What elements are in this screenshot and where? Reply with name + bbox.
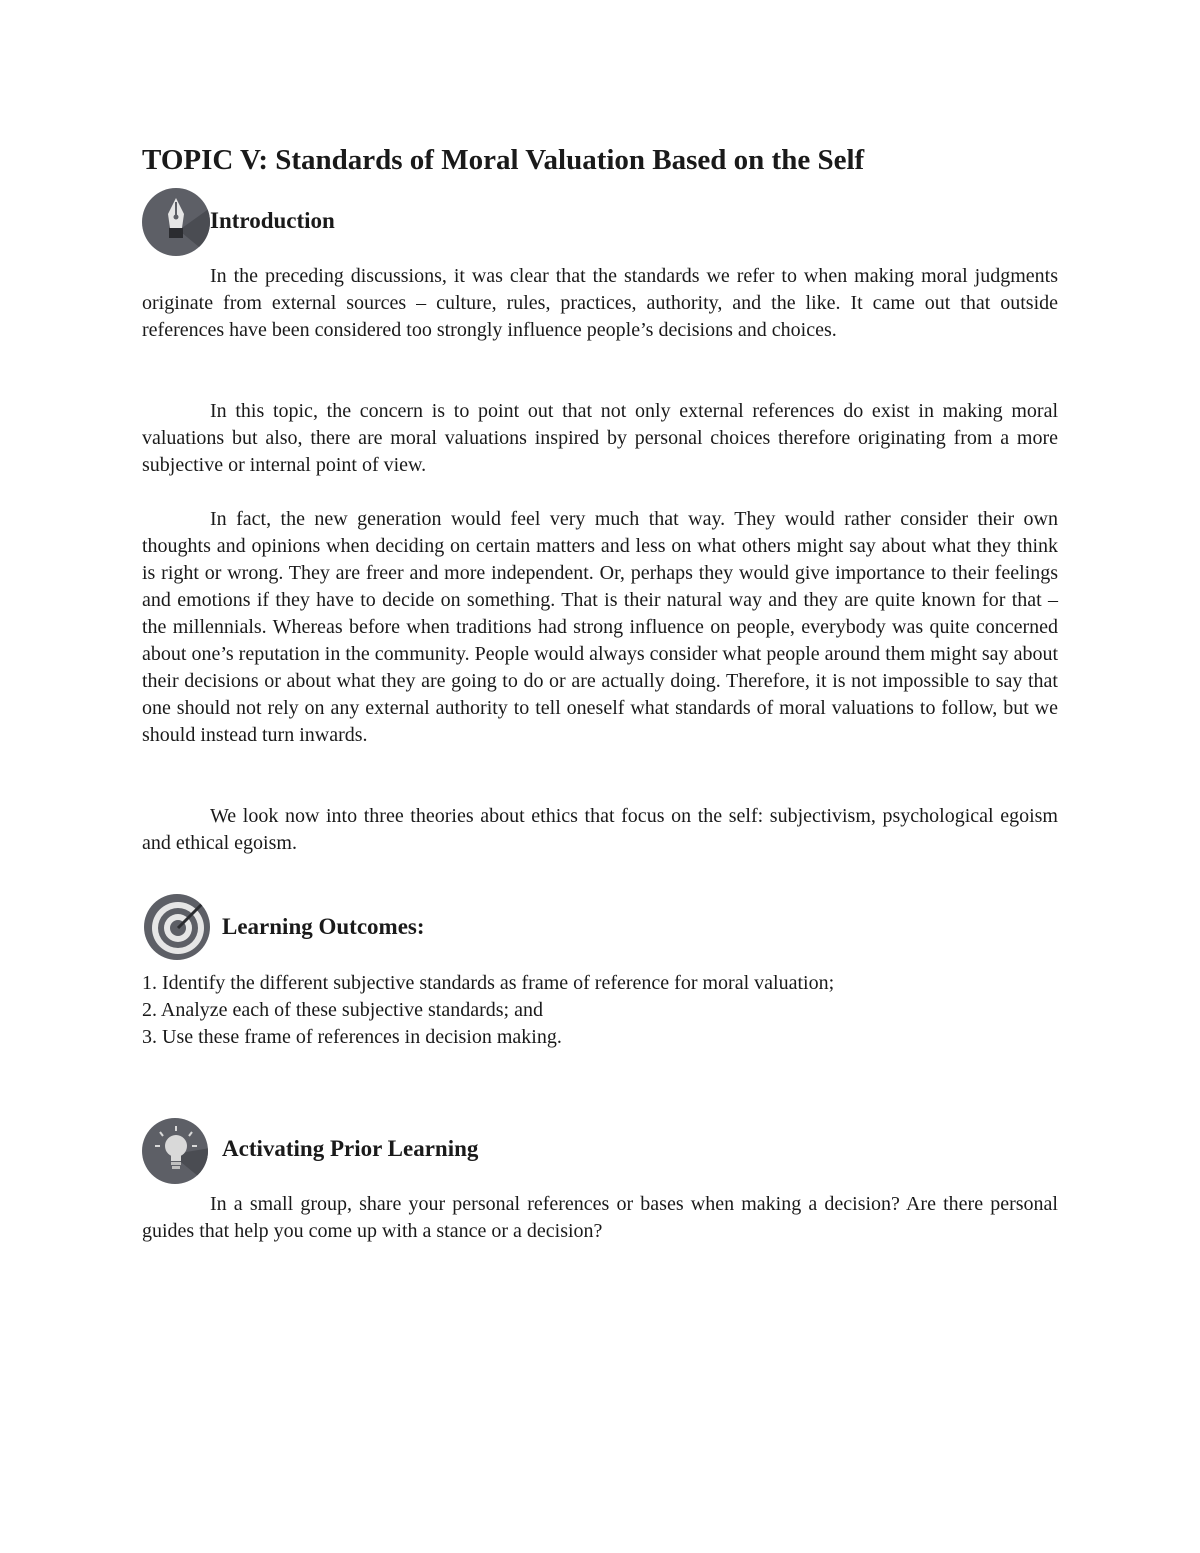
list-item: 1. Identify the different subjective standards as frame of reference for moral valuation;: [142, 972, 835, 994]
intro-paragraph-4: We look now into three theories about ethics that focus on the self: subjectivism, psychological egoism and ethical egoism.: [142, 805, 1058, 854]
learning-outcomes-heading: Learning Outcomes:: [222, 914, 425, 939]
intro-paragraph-3: In fact, the new generation would feel very much that way. They would rather consider their own thoughts and opinions when deciding on certain matters and less on what others might say about what they think is right or wrong. They are freer and more independent. Or, perhaps they would give importance to their feelings and emotions if they have to decide on something. That is their natural way and they are quite known for that – the millennials. Whereas before when traditions had strong influence on people, everybody was quite concerned about one’s reputation in the community. People would always consider what people around them might say about their decisions or about what they are going to do or are actually doing. Therefore, it is not impossible to say that one should not rely on any external authority to tell oneself what standards of moral valuations to follow, but we should instead turn inwards.: [142, 508, 1058, 746]
list-item: 3. Use these frame of references in decision making.: [142, 1026, 562, 1048]
lightbulb-icon: [142, 1118, 208, 1184]
activating-prior-learning-paragraph: In a small group, share your personal references or bases when making a decision? Are there personal guides that help you come up with a stance or a decision?: [142, 1193, 1058, 1242]
target-icon: [144, 894, 210, 960]
fountain-pen-icon: [142, 188, 210, 256]
learning-outcomes-list: [142, 970, 1058, 1051]
page-title: TOPIC V: Standards of Moral Valuation Based on the Self: [142, 144, 865, 176]
introduction-heading: Introduction: [210, 208, 335, 233]
activating-prior-learning-heading: Activating Prior Learning: [222, 1136, 479, 1161]
intro-paragraph-1: In the preceding discussions, it was clear that the standards we refer to when making moral judgments originate from external sources – culture, rules, practices, authority, and the like. It came out that outside references have been considered too strongly influence people’s decisions and choices.: [142, 265, 1058, 341]
list-item: 2. Analyze each of these subjective standards; and: [142, 999, 543, 1021]
intro-paragraph-2: In this topic, the concern is to point out that not only external references do exist in making moral valuations but also, there are moral valuations inspired by personal choices therefore originating from a more subjective or internal point of view.: [142, 400, 1058, 476]
